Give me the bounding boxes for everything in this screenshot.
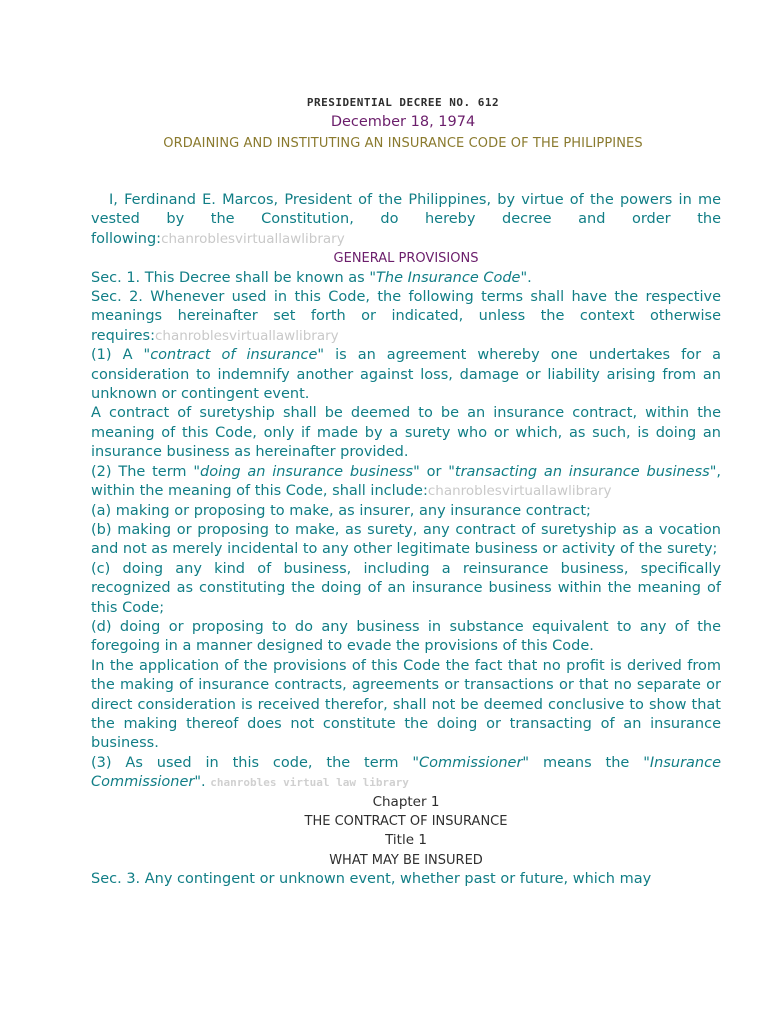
section-1: Sec. 1. This Decree shall be known as "The Insurance Code". [91, 269, 532, 286]
general-provisions-heading: GENERAL PROVISIONS [333, 251, 479, 267]
title-name: WHAT MAY BE INSURED [329, 852, 483, 868]
section-3: Sec. 3. Any contingent or unknown event, whether past or future, which may [91, 871, 652, 888]
section-2: Sec. 2. Whenever used in this Code, the following terms shall have the respective meanings hereinafter set forth or indicated, unless the context otherwise requires:chanroblesvirtuallawlibrary [91, 289, 721, 344]
intro-paragraph: I, Ferdinand E. Marcos, President of the Philippines, by virtue of the powers in me vested by the Constitution, do hereby decree and order the following:chanroblesvirtuallawlibrary [91, 192, 721, 247]
definition-3: (3) As used in this code, the term "Commissioner" means the "Insurance Commissioner". chanrobles virtual law library [91, 754, 721, 791]
watermark: chanroblesvirtuallawlibrary [155, 327, 339, 344]
definition-2: (2) The term "doing an insurance business" or "transacting an insurance business", within the meaning of this Code, shall include:chanroblesvirtuallawlibrary [91, 463, 721, 500]
item-a: (a) making or proposing to make, as insurer, any insurance contract; [91, 502, 591, 519]
definition-1: (1) A "contract of insurance" is an agreement whereby one undertakes for a consideration to indemnify another against loss, damage or liability arising from an unknown or contingent event. [91, 347, 721, 403]
item-d: (d) doing or proposing to do any business in substance equivalent to any of the foregoing in a manner designed to evade the provisions of this Code. [91, 618, 721, 655]
decree-title: PRESIDENTIAL DECREE NO. 612 [306, 96, 500, 109]
suretyship-paragraph: A contract of suretyship shall be deemed to be an insurance contract, within the meaning of this Code, only if made by a surety who or which, as such, is doing an insurance business as hereinafter provided. [91, 405, 721, 461]
application-paragraph: In the application of the provisions of this Code the fact that no profit is derived from the making of insurance contracts, agreements or transactions or that no separate or direct consideration is received therefor, shall not be deemed conclusive to show that the making thereof does not constitute the doing or transacting of an insurance business. [91, 657, 721, 752]
decree-date: December 18, 1974 [330, 114, 476, 130]
decree-subtitle: ORDAINING AND INSTITUTING AN INSURANCE CODE OF THE PHILIPPINES [163, 136, 643, 151]
watermark: chanroblesvirtuallawlibrary [427, 483, 612, 500]
item-c: (c) doing any kind of business, including a reinsurance business, specifically recognized as constituting the doing of an insurance business within the meaning of this Code; [91, 560, 721, 616]
chapter-heading: Chapter 1 [372, 793, 440, 810]
item-b: (b) making or proposing to make, as surety, any contract of suretyship as a vocation and not as merely incidental to any other legitimate business or activity of the surety; [91, 521, 721, 558]
watermark: chanroblesvirtuallawlibrary [161, 230, 345, 247]
chapter-title: THE CONTRACT OF INSURANCE [304, 814, 508, 829]
document-body [91, 191, 721, 890]
title-heading: Title 1 [385, 832, 427, 849]
watermark: chanrobles virtual law library [210, 776, 409, 790]
